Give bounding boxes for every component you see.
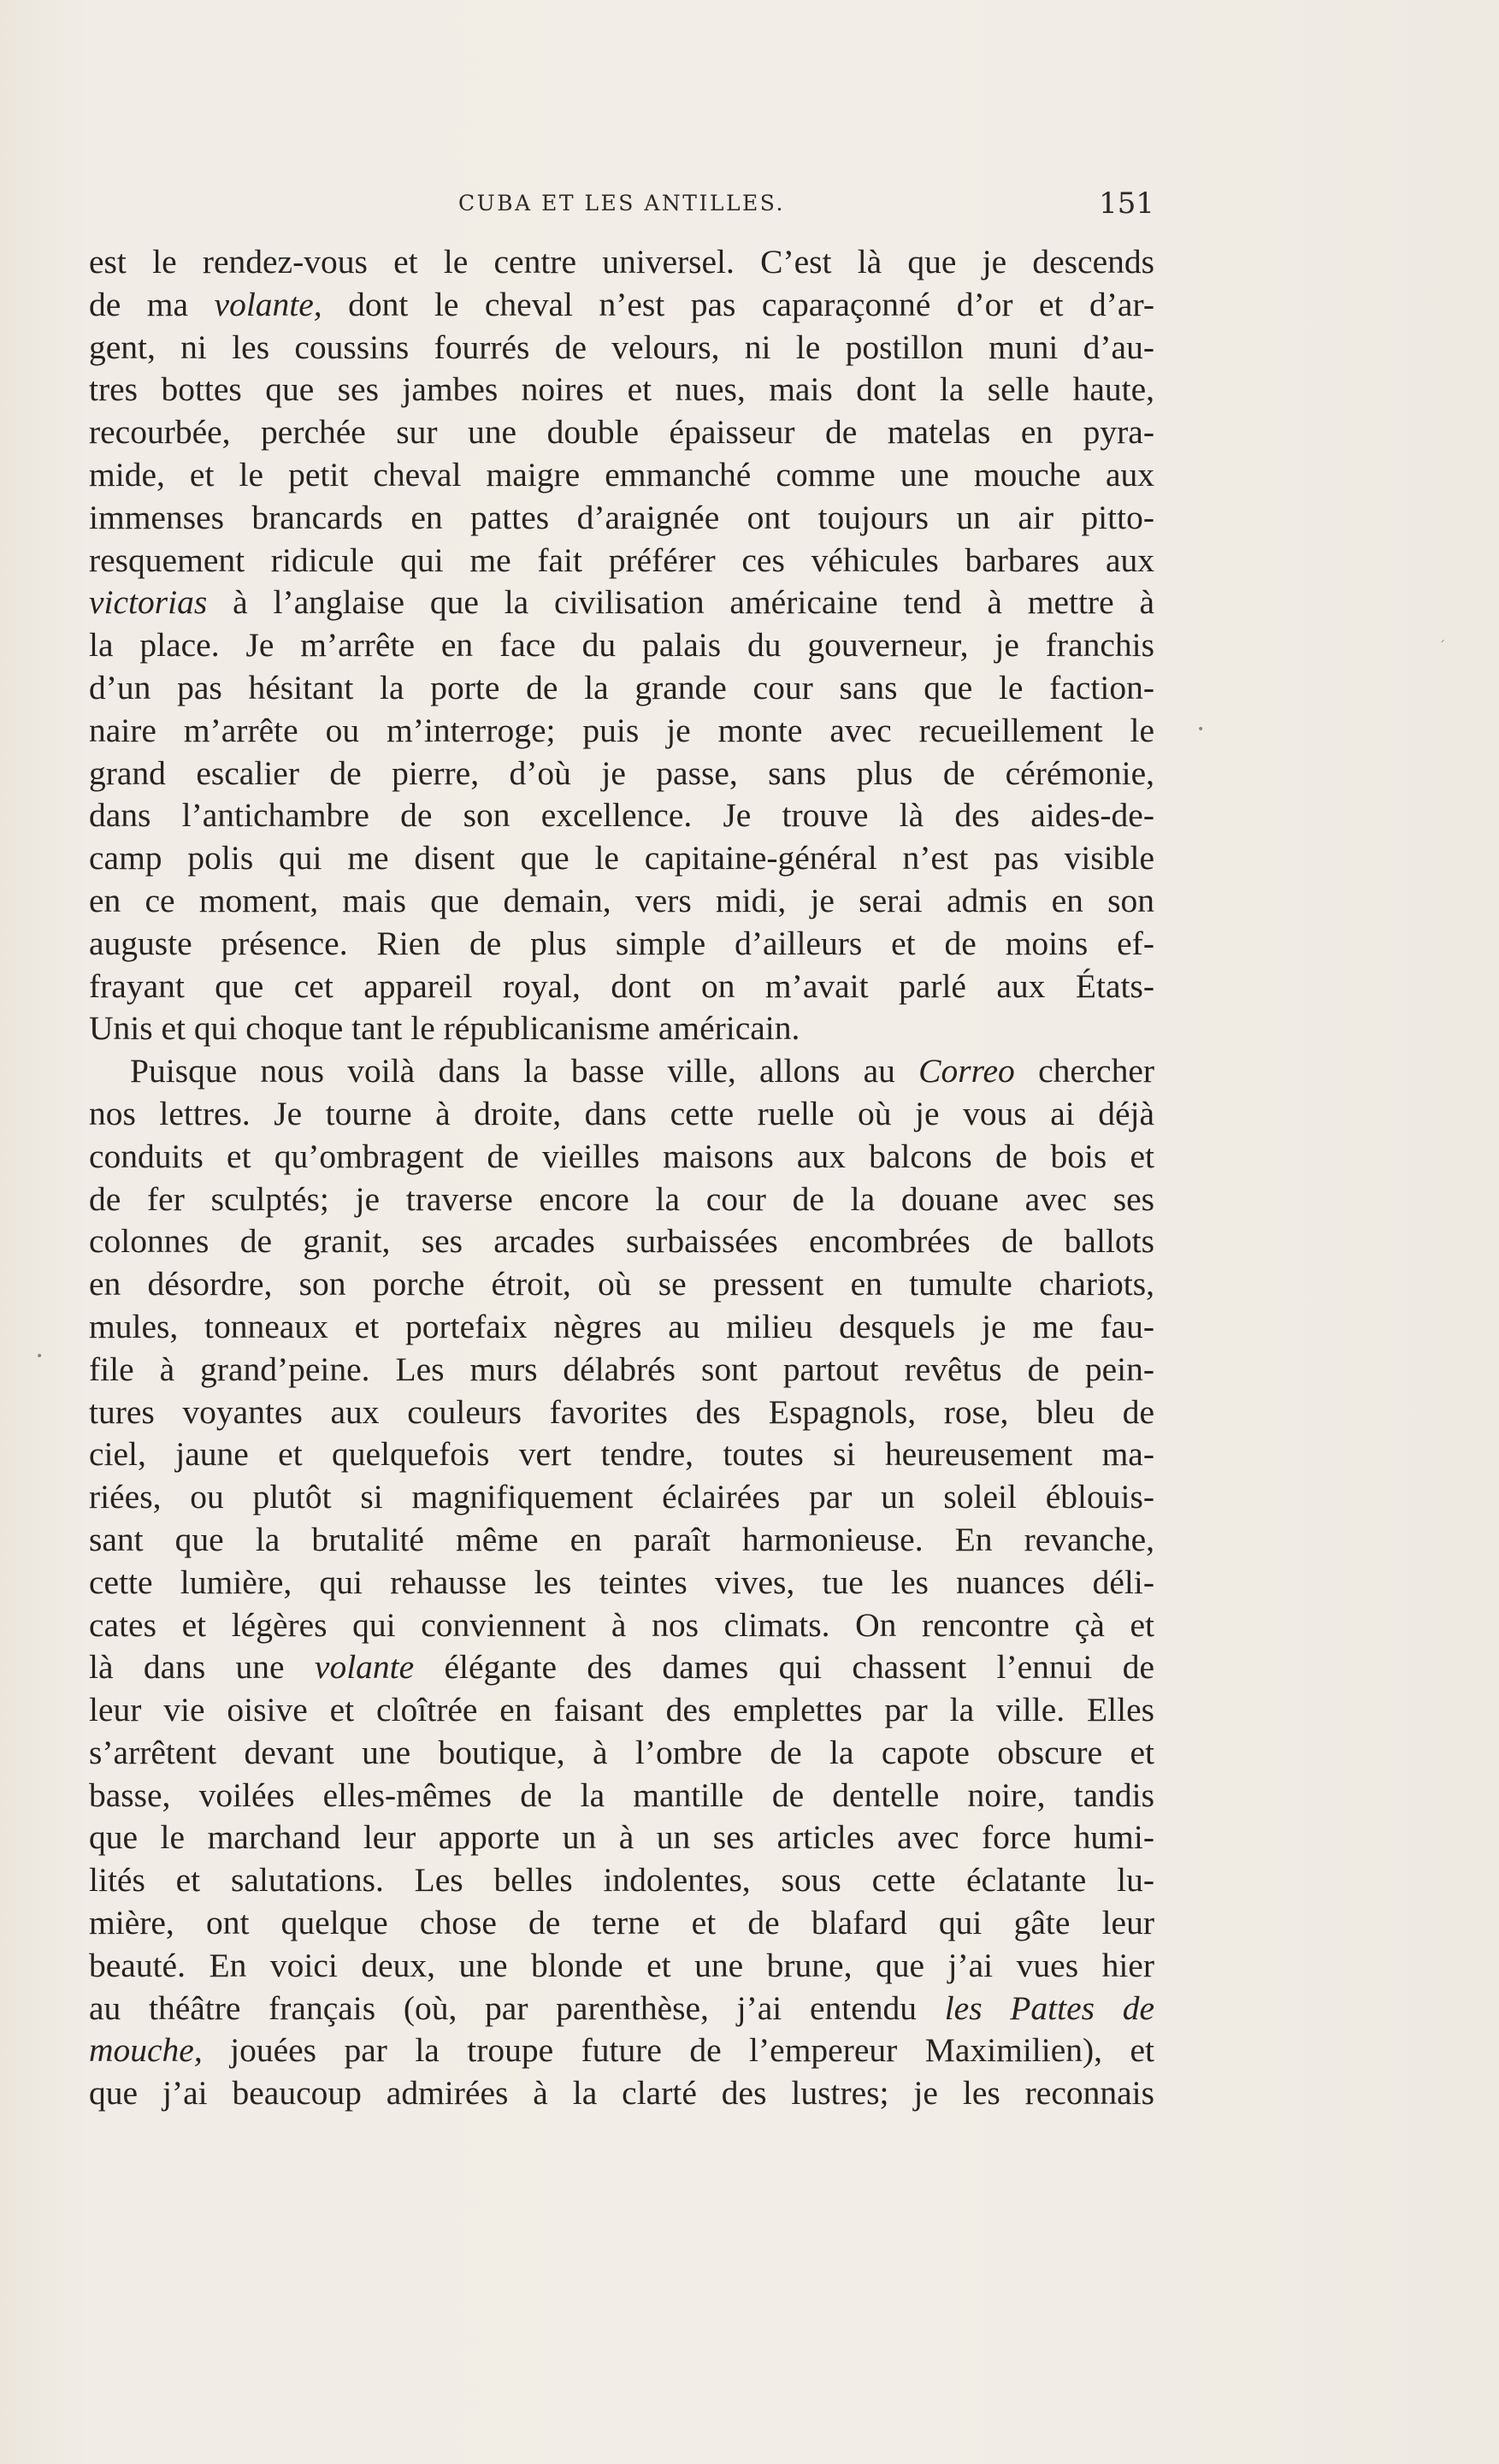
- text-segment: en désordre, son porche étroit, où se pressent en tumulte chariots,: [89, 1265, 1154, 1303]
- italic-text: victorias: [89, 583, 208, 622]
- italic-text: Correo: [918, 1052, 1015, 1090]
- text-line: [89, 880, 1154, 923]
- text-segment: conduits et qu’ombragent de vieilles maisons aux balcons de bois et: [89, 1137, 1154, 1175]
- italic-text: mouche,: [89, 2031, 203, 2070]
- text-segment: chercher: [1014, 1052, 1154, 1090]
- text-line: [89, 454, 1154, 497]
- text-segment: Unis et qui choque tant le républicanisme américain.: [89, 1009, 800, 1048]
- text-segment: tres bottes que ses jambes noires et nues, mais dont la selle haute,: [89, 370, 1154, 409]
- text-segment: Puisque nous voilà dans la basse ville, allons au: [130, 1052, 919, 1090]
- text-line: [89, 1519, 1154, 1562]
- text-line: [89, 241, 1154, 284]
- text-segment: ciel, jaune et quelquefois vert tendre, toutes si heureusement ma-: [89, 1435, 1154, 1474]
- text-segment: grand escalier de pierre, d’où je passe, sans plus de cérémonie,: [89, 753, 1154, 792]
- text-line: [89, 1732, 1154, 1775]
- text-segment: leur vie oisive et cloîtrée en faisant des emplettes par la ville. Elles: [89, 1691, 1154, 1729]
- text-line: [89, 1902, 1154, 1945]
- text-line: [89, 411, 1154, 454]
- page-number: 151: [1099, 186, 1154, 221]
- text-line: [89, 1007, 1154, 1050]
- text-line: [89, 624, 1154, 667]
- text-segment: camp polis qui me disent que le capitaine-général n’est pas visible: [89, 839, 1154, 877]
- text-segment: naire m’arrête ou m’interroge; puis je monte avec recueillement le: [89, 711, 1154, 749]
- text-segment: mière, ont quelque chose de terne et de blafard qui gâte leur: [89, 1904, 1154, 1942]
- text-line: [89, 1179, 1154, 1221]
- text-line: [89, 1093, 1154, 1136]
- text-line: [89, 369, 1154, 411]
- text-segment: dont le cheval n’est pas caparaçonné d’or et d’ar-: [322, 285, 1154, 323]
- text-line: [89, 327, 1154, 369]
- text-line: [89, 1349, 1154, 1392]
- text-line: [89, 1859, 1154, 1902]
- text-line: [89, 1433, 1154, 1476]
- text-line: [89, 1562, 1154, 1604]
- text-line: [89, 667, 1154, 710]
- text-segment: immenses brancards en pattes d’araignée ont toujours un air pitto-: [89, 498, 1154, 536]
- text-segment: gent, ni les coussins fourrés de velours, ni le postillon muni d’au-: [89, 328, 1154, 366]
- text-segment: dans l’antichambre de son excellence. Je trouve là des aides-de-: [89, 796, 1154, 835]
- margin-speck: •: [1197, 723, 1205, 736]
- text-line: [89, 753, 1154, 795]
- text-line: [89, 1220, 1154, 1263]
- text-segment: tures voyantes aux couleurs favorites des Espagnols, rose, bleu de: [89, 1392, 1154, 1431]
- text-segment: resquement ridicule qui me fait préférer ces véhicules barbares aux: [89, 541, 1154, 579]
- text-line: [89, 1476, 1154, 1519]
- text-line: [89, 795, 1154, 837]
- text-line: [89, 497, 1154, 540]
- text-segment: que j’ai beaucoup admirées à la clarté des lustres; je les reconnais: [89, 2074, 1154, 2112]
- text-line: [89, 710, 1154, 753]
- text-line: [89, 2030, 1154, 2072]
- text-line: [89, 1136, 1154, 1179]
- text-line: [89, 1263, 1154, 1306]
- text-body: [89, 241, 1154, 2115]
- text-line: [89, 1306, 1154, 1349]
- text-line: [89, 1945, 1154, 1988]
- text-segment: au théâtre français (où, par parenthèse, j’ai entendu: [89, 1988, 945, 2027]
- text-segment: nos lettres. Je tourne à droite, dans cette ruelle où je vous ai déjà: [89, 1094, 1154, 1132]
- text-line: [89, 1817, 1154, 1859]
- text-segment: s’arrêtent devant une boutique, à l’ombre de la capote obscure et: [89, 1733, 1154, 1771]
- running-title: CUBA ET LES ANTILLES.: [458, 191, 785, 216]
- text-line: [89, 1689, 1154, 1732]
- text-line: [89, 1050, 1154, 1093]
- text-segment: colonnes de granit, ses arcades surbaissées encombrées de ballots: [89, 1222, 1154, 1261]
- text-segment: cette lumière, qui rehausse les teintes vives, tue les nuances déli-: [89, 1563, 1154, 1601]
- text-line: [89, 284, 1154, 327]
- text-segment: à l’anglaise que la civilisation américaine tend à mettre à: [207, 583, 1154, 622]
- text-segment: jouées par la troupe future de l’empereur Maximilien), et: [202, 2031, 1154, 2070]
- text-segment: est le rendez-vous et le centre universel. C’est là que je descends: [89, 243, 1154, 281]
- text-line: [89, 923, 1154, 966]
- text-segment: beauté. En voici deux, une blonde et une brune, que j’ai vues hier: [89, 1946, 1154, 1984]
- text-segment: frayant que cet appareil royal, dont on m’avait parlé aux États-: [89, 966, 1154, 1005]
- text-line: [89, 1775, 1154, 1817]
- text-line: [89, 2072, 1154, 2115]
- running-head: [89, 186, 1154, 221]
- text-segment: file à grand’peine. Les murs délabrés sont partout revêtus de pein-: [89, 1350, 1154, 1388]
- text-segment: de fer sculptés; je traverse encore la cour de la douane avec ses: [89, 1179, 1154, 1218]
- text-segment: d’un pas hésitant la porte de la grande cour sans que le faction-: [89, 668, 1154, 706]
- italic-text: volante: [314, 1648, 415, 1687]
- text-line: [89, 1646, 1154, 1689]
- text-segment: basse, voilées elles-mêmes de la mantille de dentelle noire, tandis: [89, 1776, 1154, 1814]
- margin-speck: ˊ: [1439, 640, 1445, 653]
- text-segment: sant que la brutalité même en paraît harmonieuse. En revanche,: [89, 1520, 1154, 1558]
- text-segment: lités et salutations. Les belles indolentes, sous cette éclatante lu-: [89, 1861, 1154, 1900]
- text-line: [89, 1604, 1154, 1647]
- margin-speck: •: [36, 1350, 44, 1363]
- text-segment: cates et légères qui conviennent à nos climats. On rencontre çà et: [89, 1605, 1154, 1644]
- text-segment: auguste présence. Rien de plus simple d’ailleurs et de moins ef-: [89, 924, 1154, 962]
- text-line: [89, 837, 1154, 880]
- text-segment: mide, et le petit cheval maigre emmanché comme une mouche aux: [89, 455, 1154, 493]
- text-segment: que le marchand leur apporte un à un ses articles avec force humi-: [89, 1818, 1154, 1857]
- text-line: [89, 582, 1154, 624]
- text-line: [89, 966, 1154, 1008]
- text-segment: là dans une: [89, 1648, 315, 1687]
- text-segment: la place. Je m’arrête en face du palais du gouverneur, je franchis: [89, 626, 1154, 665]
- text-segment: en ce moment, mais que demain, vers midi, je serai admis en son: [89, 881, 1154, 919]
- text-segment: recourbée, perchée sur une double épaisseur de matelas en pyra-: [89, 413, 1154, 452]
- italic-text: les Pattes de: [944, 1988, 1154, 2027]
- italic-text: volante,: [214, 285, 322, 323]
- text-segment: élégante des dames qui chassent l’ennui de: [414, 1648, 1154, 1687]
- text-segment: de ma: [89, 285, 215, 323]
- text-segment: riées, ou plutôt si magnifiquement éclairées par un soleil éblouis-: [89, 1478, 1154, 1516]
- text-segment: mules, tonneaux et portefaix nègres au milieu desquels je me fau-: [89, 1307, 1154, 1345]
- text-line: [89, 1392, 1154, 1434]
- text-line: [89, 1988, 1154, 2030]
- text-line: [89, 540, 1154, 582]
